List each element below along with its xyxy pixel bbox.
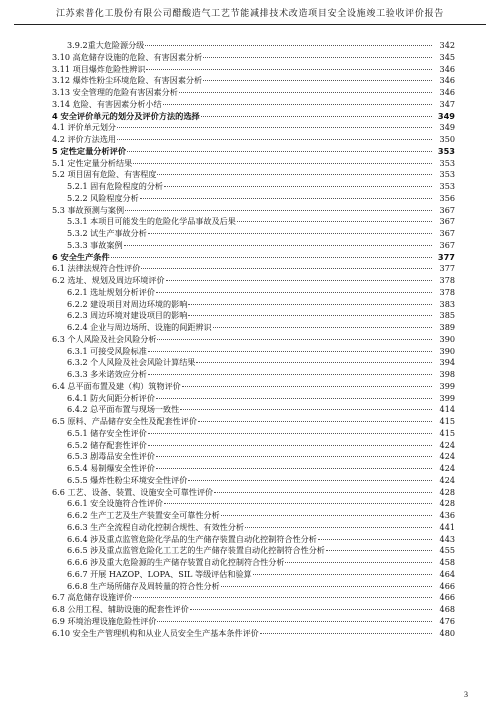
- toc-dot-leader: [157, 339, 432, 340]
- toc-entry-title: 3.9.2重大危险源分级: [67, 40, 145, 50]
- toc-entry-page: 367: [439, 204, 455, 215]
- toc-entry[interactable]: [0, 64, 500, 76]
- toc-entry[interactable]: [0, 346, 500, 358]
- toc-dot-leader: [188, 480, 432, 481]
- toc-entry-page: 346: [439, 63, 455, 74]
- header-rule: [14, 24, 486, 25]
- toc-entry-title: 6.5 原料、产品储存安全性及配套性评价: [52, 416, 197, 426]
- toc-dot-leader: [179, 92, 432, 93]
- toc-entry-title: 6.5.1 储存安全性评价: [67, 427, 147, 438]
- toc-entry-title: 6.7 高危储存设施评价: [52, 592, 133, 603]
- toc-dot-leader: [148, 433, 432, 434]
- toc-entry[interactable]: [0, 534, 500, 546]
- toc-entry-title: 6.6.1 安全设施符合性评价: [67, 498, 164, 509]
- toc-entry-page: 466: [439, 580, 455, 591]
- toc-entry-title: 6.4.1 防火间距分析评价: [67, 392, 155, 403]
- page-number: 3: [464, 690, 468, 699]
- toc-entry-page: 443: [439, 533, 455, 544]
- toc-dot-leader: [125, 210, 432, 211]
- toc-entry-title: 5.1 定性定量分析结果: [52, 157, 133, 168]
- toc-entry[interactable]: [0, 322, 500, 334]
- toc-dot-leader: [188, 304, 432, 305]
- toc-dot-leader: [285, 562, 432, 563]
- toc-entry[interactable]: [0, 416, 500, 428]
- toc-entry-title: 6.1 法律法规符合性评价: [52, 263, 141, 274]
- toc-entry-page: 466: [439, 592, 455, 603]
- toc-entry[interactable]: [0, 240, 500, 252]
- toc-entry-page: 346: [439, 75, 455, 86]
- toc-dot-leader: [127, 151, 432, 152]
- toc-entry[interactable]: [0, 581, 500, 593]
- toc-entry-title: 5.3.2 试生产事故分析: [67, 228, 147, 238]
- toc-entry[interactable]: [0, 158, 500, 170]
- toc-entry-page: 367: [439, 216, 455, 227]
- toc-dot-leader: [190, 609, 432, 610]
- toc-entry-page: 346: [439, 87, 455, 97]
- toc-entry-title: 6.5.4 易制爆安全性评价: [67, 463, 155, 473]
- toc-entry-page: 394: [439, 357, 455, 368]
- toc-entry-page: 349: [439, 122, 455, 133]
- toc-entry[interactable]: [0, 428, 500, 440]
- toc-dot-leader: [166, 280, 432, 281]
- toc-entry-page: 353: [439, 181, 455, 191]
- toc-dot-leader: [196, 362, 432, 363]
- toc-entry[interactable]: [0, 393, 500, 405]
- toc-entry-page: 383: [439, 298, 455, 309]
- toc-entry[interactable]: [0, 75, 500, 87]
- toc-entry-title: 5.3 事故预测与案例: [52, 204, 125, 215]
- toc-entry[interactable]: [0, 381, 500, 393]
- toc-entry[interactable]: [0, 205, 500, 217]
- toc-dot-leader: [163, 104, 432, 105]
- toc-entry-title: 3.10 高危储存设施的危险、有害因素分析: [52, 51, 203, 62]
- toc-dot-leader: [253, 574, 432, 575]
- toc-entry-page: 441: [439, 521, 455, 532]
- toc-entry-title: 6.5.2 储存配套性评价: [67, 439, 147, 450]
- toc-entry-page: 378: [439, 286, 455, 297]
- toc-dot-leader: [133, 597, 432, 598]
- toc-entry-title: 6.2.2 建设项目对周边环境的影响: [67, 298, 188, 309]
- toc-dot-leader: [148, 445, 432, 446]
- toc-entry-page: 424: [439, 451, 455, 462]
- toc-entry-title: 5 定性定量分析评价: [52, 145, 127, 156]
- toc-entry-title: 6.6.4 涉及重点监管危险化学品的生产储存装置自动化控制符合性分析: [67, 533, 317, 544]
- toc-entry-title: 5.2.1 固有危险程度的分析: [67, 181, 164, 191]
- toc-entry[interactable]: [0, 628, 500, 640]
- toc-entry[interactable]: [0, 592, 500, 604]
- toc-entry-page: 398: [439, 369, 455, 379]
- toc-entry-title: 5.3.3 事故案例: [67, 239, 123, 250]
- toc-entry[interactable]: [0, 616, 500, 628]
- toc-entry-page: 367: [439, 228, 455, 238]
- toc-entry[interactable]: [0, 111, 500, 123]
- toc-entry-title: 6 安全生产条件: [52, 251, 110, 262]
- toc-entry-page: 353: [439, 169, 455, 180]
- toc-entry-title: 6.6.3 生产全流程自动化控制合规性、有效性分析: [67, 521, 244, 532]
- toc-dot-leader: [318, 539, 432, 540]
- toc-entry-title: 5.2 项目固有危险、有害程度: [52, 169, 157, 180]
- toc-entry[interactable]: [0, 357, 500, 369]
- toc-entry[interactable]: [0, 440, 500, 452]
- toc-entry-title: 6.3.1 可接受风险标准: [67, 345, 147, 356]
- toc-dot-leader: [260, 633, 432, 634]
- toc-entry[interactable]: [0, 545, 500, 557]
- toc-entry-title: 6.6.6 涉及重大危险源的生产储存装置自动化控制符合性分析: [67, 557, 285, 567]
- toc-dot-leader: [203, 80, 432, 81]
- toc-entry-page: 389: [439, 322, 455, 332]
- toc-dot-leader: [245, 527, 432, 528]
- toc-entry[interactable]: [0, 310, 500, 322]
- toc-entry-page: 390: [439, 333, 455, 344]
- toc-entry-title: 4 安全评价单元的划分及评价方法的选择: [52, 110, 200, 121]
- toc-entry[interactable]: [0, 181, 500, 193]
- toc-entry[interactable]: [0, 87, 500, 99]
- toc-dot-leader: [201, 116, 432, 117]
- toc-entry-page: 350: [439, 134, 455, 144]
- toc-dot-leader: [133, 163, 432, 164]
- toc-entry-page: 385: [439, 310, 455, 321]
- toc-entry[interactable]: [0, 122, 500, 134]
- toc-entry-title: 5.3.1 本项目可能发生的危险化学品事故及后果: [67, 216, 236, 227]
- toc-dot-leader: [180, 409, 432, 410]
- toc-entry-title: 6.2.3 周边环境对建设项目的影响: [67, 310, 188, 321]
- toc-dot-leader: [214, 492, 432, 493]
- toc-entry[interactable]: [0, 404, 500, 416]
- toc-entry-title: 6.9 环境治理设施危险性评价: [52, 615, 157, 626]
- toc-entry[interactable]: [0, 169, 500, 181]
- toc-entry-page: 436: [439, 510, 455, 520]
- toc-entry[interactable]: [0, 334, 500, 346]
- toc-entry[interactable]: [0, 451, 500, 463]
- toc-dot-leader: [188, 315, 432, 316]
- toc-entry[interactable]: [0, 40, 500, 52]
- toc-dot-leader: [326, 550, 432, 551]
- toc-dot-leader: [198, 421, 432, 422]
- toc-dot-leader: [213, 327, 432, 328]
- toc-entry-title: 6.2 选址、规划及周边环境评价: [52, 275, 165, 285]
- toc-entry-title: 6.6.7 开展 HAZOP、LOPA、SIL 等级评估和验算: [67, 568, 252, 579]
- toc-entry[interactable]: [0, 475, 500, 487]
- toc-entry-title: 6.2.4 企业与周边场所、设施的间距辨识: [67, 322, 212, 332]
- toc-entry-title: 6.3 个人风险及社会风险分析: [52, 333, 157, 344]
- toc-entry-title: 6.6.2 生产工艺及生产装置安全可靠性分析: [67, 510, 220, 520]
- toc-dot-leader: [148, 374, 432, 375]
- toc-entry-page: 342: [439, 40, 455, 50]
- toc-entry[interactable]: [0, 252, 500, 264]
- toc-dot-leader: [148, 351, 432, 352]
- toc-dot-leader: [156, 292, 432, 293]
- toc-entry-page: 377: [437, 251, 455, 262]
- toc-dot-leader: [156, 456, 432, 457]
- toc-entry[interactable]: [0, 228, 500, 240]
- toc-entry-page: 455: [439, 545, 455, 556]
- toc-entry-page: 349: [437, 110, 455, 121]
- toc-entry-title: 6.5.3 剧毒品安全性评价: [67, 451, 155, 462]
- toc-entry[interactable]: [0, 193, 500, 205]
- toc-entry[interactable]: [0, 557, 500, 569]
- toc-entry[interactable]: [0, 99, 500, 111]
- toc-entry-page: 424: [439, 463, 455, 473]
- toc-entry-title: 4.1 评价单元划分: [52, 122, 117, 133]
- toc-dot-leader: [157, 621, 432, 622]
- toc-entry-title: 6.6 工艺、设备、装置、设施安全可靠性评价: [52, 486, 214, 497]
- toc-entry[interactable]: [0, 52, 500, 64]
- toc-dot-leader: [156, 398, 432, 399]
- toc-entry[interactable]: [0, 463, 500, 475]
- toc-dot-leader: [164, 503, 432, 504]
- toc-entry-title: 6.10 安全生产管理机构和从业人员安全生产基本条件评价: [52, 627, 259, 638]
- toc-entry-title: 6.6.5 涉及重点监管危险化工工艺的生产储存装置自动化控制符合性分析: [67, 545, 325, 556]
- toc-entry-page: 345: [439, 51, 455, 62]
- toc-dot-leader: [117, 139, 432, 140]
- toc-entry-page: 428: [439, 486, 455, 497]
- toc-entry[interactable]: [0, 299, 500, 311]
- toc-entry-page: 377: [439, 263, 455, 274]
- toc-entry-page: 458: [439, 557, 455, 567]
- toc-entry-page: 353: [439, 157, 455, 168]
- toc-entry[interactable]: [0, 287, 500, 299]
- toc-entry-page: 367: [439, 239, 455, 250]
- toc-entry-title: 6.8 公用工程、辅助设施的配套性评价: [52, 604, 189, 614]
- toc-dot-leader: [237, 221, 432, 222]
- toc-dot-leader: [203, 57, 432, 58]
- toc-entry-page: 356: [439, 192, 455, 203]
- toc-dot-leader: [221, 515, 432, 516]
- toc-entry[interactable]: [0, 487, 500, 499]
- toc-entry-title: 5.2.2 风险程度分析: [67, 192, 139, 203]
- toc-entry-page: 424: [439, 474, 455, 485]
- toc-entry-page: 424: [439, 439, 455, 450]
- toc-entry-title: 4.2 评价方法选用: [52, 134, 117, 144]
- running-header: 江苏索普化工股份有限公司醋酸造气工艺节能减排技术改造项目安全设施竣工验收评价报告: [55, 9, 444, 19]
- toc-entry-title: 3.11 项目爆炸危险性辨识: [52, 63, 146, 74]
- toc-entry-page: 464: [439, 568, 455, 579]
- toc-entry-title: 6.4.2 总平面布置与现场一致性: [67, 404, 180, 415]
- toc-entry-page: 353: [437, 145, 455, 156]
- toc-entry-title: 6.5.5 爆炸性粉尘环境安全性评价: [67, 474, 188, 485]
- toc-dot-leader: [221, 586, 432, 587]
- toc-entry-page: 428: [439, 498, 455, 509]
- toc-entry[interactable]: [0, 263, 500, 275]
- toc-entry-page: 415: [439, 427, 455, 438]
- toc-entry-title: 3.12 爆炸性粉尘环境危险、有害因素分析: [52, 75, 203, 86]
- toc-entry-page: 399: [439, 380, 455, 391]
- toc-dot-leader: [146, 69, 432, 70]
- toc-entry[interactable]: [0, 510, 500, 522]
- toc-entry-page: 480: [439, 627, 455, 638]
- toc-entry-title: 6.2.1 选址规划分析评价: [67, 286, 155, 297]
- toc-dot-leader: [156, 468, 432, 469]
- toc-entry-title: 6.3.3 多米诺效应分析: [67, 369, 147, 379]
- toc-dot-leader: [145, 45, 432, 46]
- toc-entry-page: 476: [439, 615, 455, 626]
- toc-entry[interactable]: [0, 522, 500, 534]
- toc-dot-leader: [148, 233, 432, 234]
- toc-entry[interactable]: [0, 216, 500, 228]
- toc-dot-leader: [157, 174, 432, 175]
- toc-entry[interactable]: [0, 369, 500, 381]
- toc-entry[interactable]: [0, 275, 500, 287]
- toc-dot-leader: [124, 245, 432, 246]
- toc-dot-leader: [111, 257, 432, 258]
- toc-dot-leader: [164, 186, 432, 187]
- toc-entry-title: 3.13 安全管理的危险有害因素分析: [52, 87, 178, 97]
- toc-entry[interactable]: [0, 498, 500, 510]
- toc-entry-title: 6.3.2 个人风险及社会风险计算结果: [67, 357, 196, 368]
- toc-dot-leader: [141, 268, 432, 269]
- toc-entry-page: 390: [439, 345, 455, 356]
- toc-entry-title: 3.14 危险、有害因素分析小结: [52, 98, 162, 109]
- toc-entry-title: 6.4 总平面布置及建（构）筑物评价: [52, 380, 181, 391]
- toc-entry-title: 6.6.8 生产场所储存及周转量的符合性分析: [67, 580, 220, 591]
- toc-entry-page: 347: [439, 98, 455, 109]
- toc-dot-leader: [182, 386, 432, 387]
- toc-entry-page: 399: [439, 392, 455, 403]
- toc-entry[interactable]: [0, 604, 500, 616]
- toc-dot-leader: [117, 127, 432, 128]
- table-of-contents: [0, 40, 500, 639]
- toc-entry-page: 378: [439, 275, 455, 285]
- toc-entry[interactable]: [0, 146, 500, 158]
- toc-entry-page: 468: [439, 604, 455, 614]
- toc-dot-leader: [140, 198, 432, 199]
- toc-entry-page: 414: [439, 404, 455, 415]
- toc-entry[interactable]: [0, 134, 500, 146]
- toc-entry[interactable]: [0, 569, 500, 581]
- toc-entry-page: 415: [439, 416, 455, 426]
